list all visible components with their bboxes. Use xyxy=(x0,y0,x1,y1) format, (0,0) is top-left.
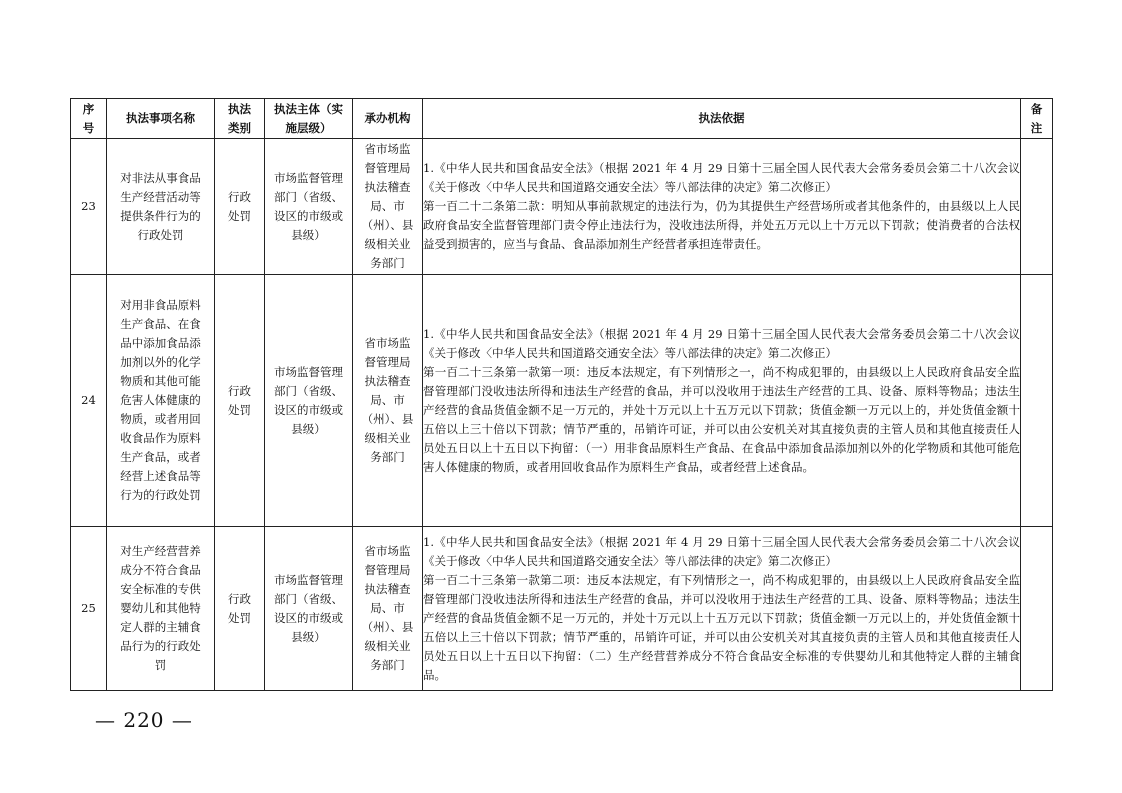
header-basis: 执法依据 xyxy=(423,99,1021,139)
row-remark xyxy=(1021,527,1053,691)
header-agency: 承办机构 xyxy=(353,99,423,139)
row-remark xyxy=(1021,275,1053,527)
page-number: — 220 — xyxy=(95,708,193,732)
row-category: 行政处罚 xyxy=(215,139,265,275)
header-seq: 序号 xyxy=(71,99,107,139)
row-remark xyxy=(1021,139,1053,275)
table-row xyxy=(71,527,1053,691)
row-agency: 省市场监督管理局执法稽查局、市（州）、县级相关业务部门 xyxy=(353,139,423,275)
header-remark: 备注 xyxy=(1021,99,1053,139)
row-agency: 省市场监督管理局执法稽查局、市（州）、县级相关业务部门 xyxy=(353,275,423,527)
table-row xyxy=(71,139,1053,275)
row-category: 行政处罚 xyxy=(215,527,265,691)
row-category: 行政处罚 xyxy=(215,275,265,527)
header-row xyxy=(71,99,1053,139)
row-basis: 1.《中华人民共和国食品安全法》（根据 2021 年 4 月 29 日第十三届全国人民代表大会常务委员会第二十八次会议《关于修改〈中华人民共和国道路交通安全法〉等八部法律的决定》第二次修正） 第一百二十三条第一款第一项：违反本法规定，有下列情形之一，尚不构成犯罪的，由县级以上人民政府食品安全监督管理部门没收违法所得和违法生产经营的食品，并可以没收用于违法生产经营的工具、设备、原料等物品；违法生产经营的食品货值金额不足一万元的，并处十万元以上十五万元以下罚款；货值金额一万元以上的，并处货值金额十五倍以上三十倍以下罚款；情节严重的，吊销许可证，并可以由公安机关对其直接负责的主管人员和其他直接责任人员处五日以上十五日以下拘留：（一）用非食品原料生产食品、在食品中添加食品添加剂以外的化学物质和其他可能危害人体健康的物质，或者用回收食品作为原料生产食品，或者经营上述食品。 xyxy=(423,275,1021,527)
row-seq: 24 xyxy=(71,275,107,527)
row-agency: 省市场监督管理局执法稽查局、市（州）、县级相关业务部门 xyxy=(353,527,423,691)
enforcement-table xyxy=(70,98,1053,691)
row-name: 对生产经营营养成分不符合食品安全标准的专供婴幼儿和其他特定人群的主辅食品行为的行政处罚 xyxy=(107,527,215,691)
row-name: 对非法从事食品生产经营活动等提供条件行为的行政处罚 xyxy=(107,139,215,275)
row-seq: 25 xyxy=(71,527,107,691)
row-seq: 23 xyxy=(71,139,107,275)
table-row xyxy=(71,275,1053,527)
header-subject: 执法主体（实施层级） xyxy=(265,99,353,139)
row-basis: 1.《中华人民共和国食品安全法》（根据 2021 年 4 月 29 日第十三届全国人民代表大会常务委员会第二十八次会议《关于修改〈中华人民共和国道路交通安全法〉等八部法律的决定》第二次修正） 第一百二十三条第一款第二项：违反本法规定，有下列情形之一，尚不构成犯罪的，由县级以上人民政府食品安全监督管理部门没收违法所得和违法生产经营的食品，并可以没收用于违法生产经营的工具、设备、原料等物品；违法生产经营的食品货值金额不足一万元的，并处十万元以上十五万元以下罚款；货值金额一万元以上的，并处货值金额十五倍以上三十倍以下罚款；情节严重的，吊销许可证，并可以由公安机关对其直接负责的主管人员和其他直接责任人员处五日以上十五日以下拘留：（二）生产经营营养成分不符合食品安全标准的专供婴幼儿和其他特定人群的主辅食品。 xyxy=(423,527,1021,691)
row-subject: 市场监督管理部门（省级、设区的市级或县级） xyxy=(265,527,353,691)
header-name: 执法事项名称 xyxy=(107,99,215,139)
row-subject: 市场监督管理部门（省级、设区的市级或县级） xyxy=(265,139,353,275)
row-basis: 1.《中华人民共和国食品安全法》（根据 2021 年 4 月 29 日第十三届全国人民代表大会常务委员会第二十八次会议《关于修改〈中华人民共和国道路交通安全法〉等八部法律的决定》第二次修正） 第一百二十二条第二款：明知从事前款规定的违法行为，仍为其提供生产经营场所或者其他条件的，由县级以上人民政府食品安全监督管理部门责令停止违法行为，没收违法所得，并处五万元以上十万元以下罚款；使消费者的合法权益受到损害的，应当与食品、食品添加剂生产经营者承担连带责任。 xyxy=(423,139,1021,275)
row-subject: 市场监督管理部门（省级、设区的市级或县级） xyxy=(265,275,353,527)
header-category: 执法类别 xyxy=(215,99,265,139)
row-name: 对用非食品原料生产食品、在食品中添加食品添加剂以外的化学物质和其他可能危害人体健康的物质，或者用回收食品作为原料生产食品，或者经营上述食品等行为的行政处罚 xyxy=(107,275,215,527)
